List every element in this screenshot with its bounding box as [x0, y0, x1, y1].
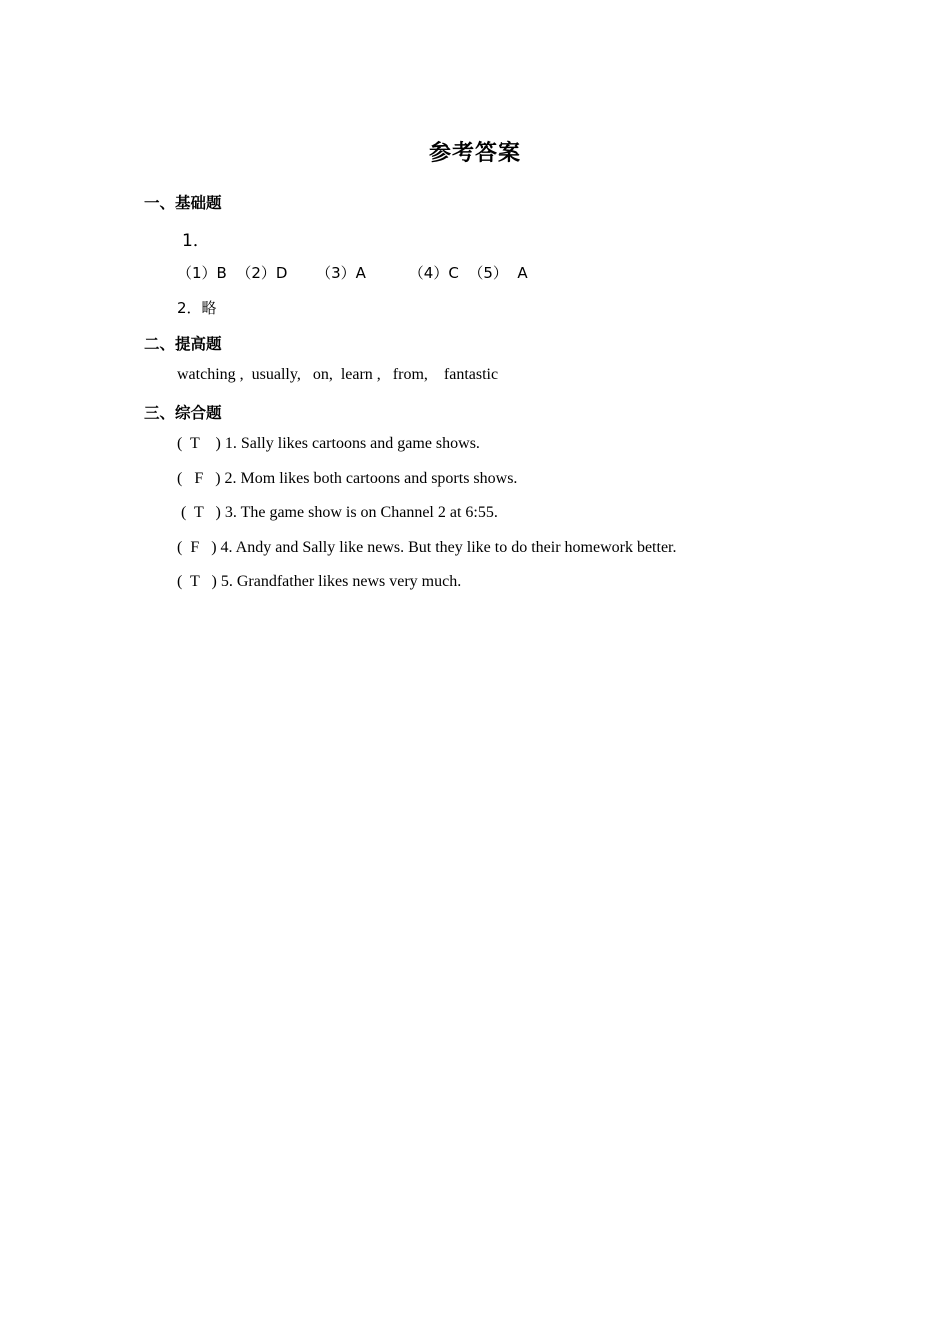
section-heading-basic: 一、基础题 [144, 194, 222, 212]
true-false-item: ( T ) 3. The game show is on Channel 2 at 6:55. [177, 504, 498, 521]
true-false-item: ( T ) 1. Sally likes cartoons and game shows. [177, 435, 480, 452]
question-number-1: 1． [182, 231, 210, 251]
true-false-item: ( T ) 5. Grandfather likes news very much. [177, 573, 462, 590]
page-title: 参考答案 [428, 141, 521, 166]
true-false-item: ( F ) 4. Andy and Sally like news. But they like to do their homework better. [177, 539, 677, 556]
true-false-item: ( F ) 2. Mom likes both cartoons and sports shows. [177, 470, 518, 487]
section-heading-comprehensive: 三、综合题 [144, 404, 222, 422]
question-2-answer: 2．略 [177, 299, 217, 317]
answer-line: （1）B （2）D （3）A （4）C （5） A [177, 264, 528, 282]
section-heading-advanced: 二、提高题 [144, 335, 222, 353]
word-answer-line: watching , usually, on, learn , from, fantastic [177, 366, 499, 383]
